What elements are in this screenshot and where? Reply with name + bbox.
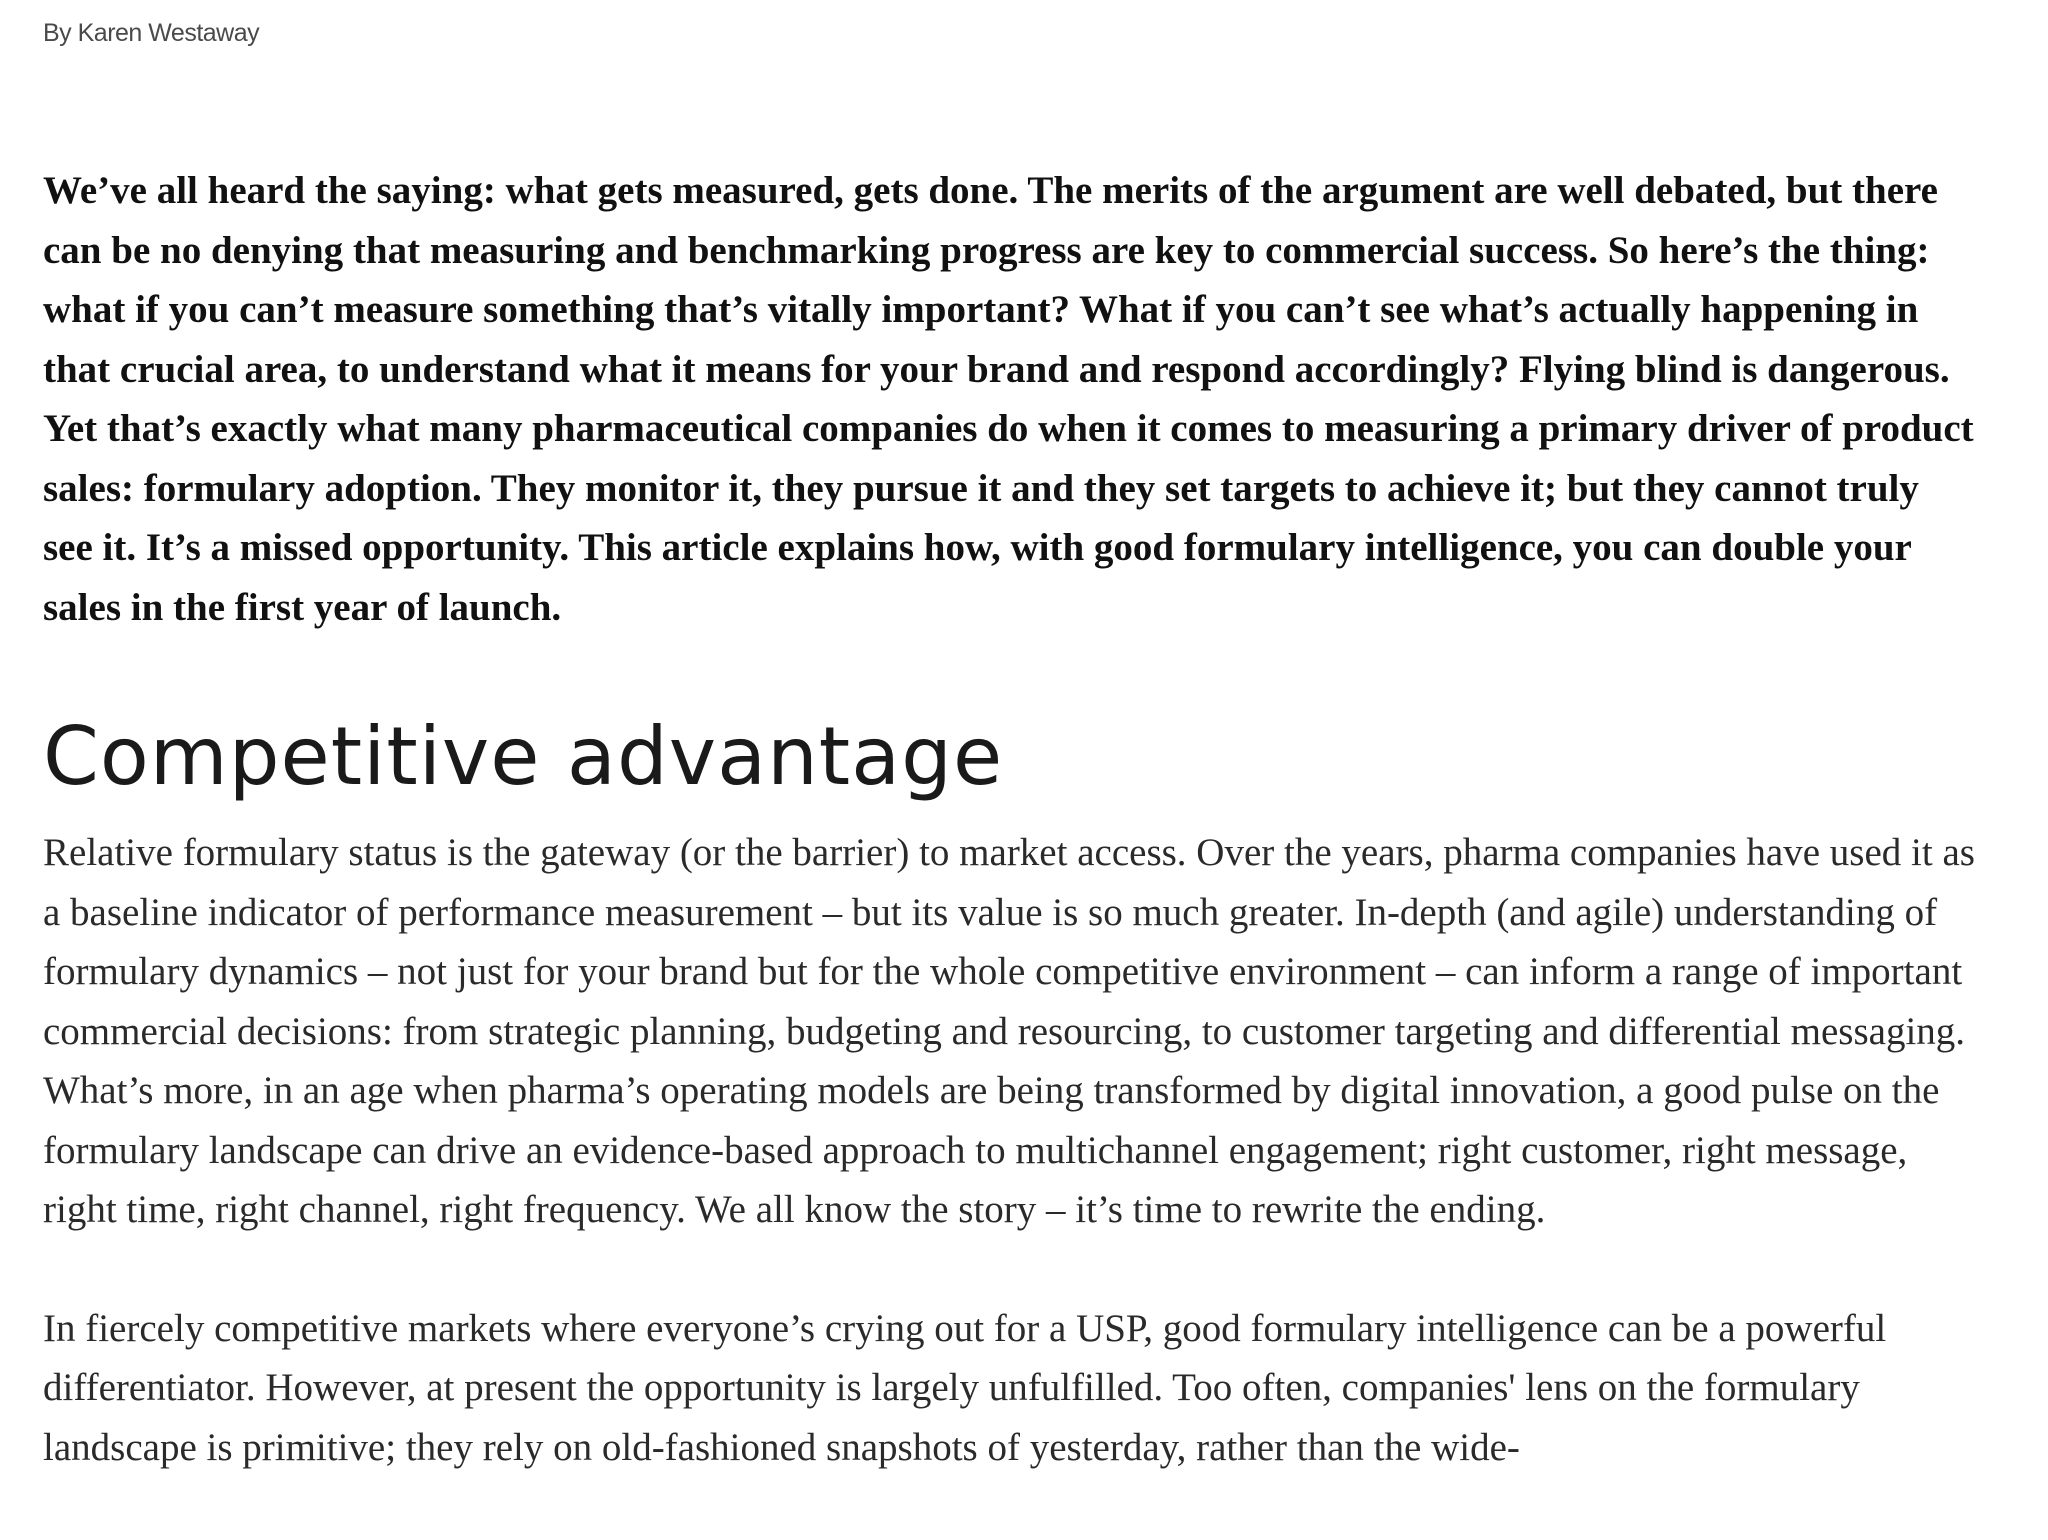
article (43, 0, 2003, 1477)
body-paragraph: Relative formulary status is the gateway (or the barrier) to market access. Over the years, pharma companies have used it as a baseline indicator of performance measurement – but its value is so much greater. In-depth (and agile) understanding of formulary dynamics – not just for your brand but for the whole competitive environment – can inform a range of important commercial decisions: from strategic planning, budgeting and resourcing, to customer targeting and differential messaging. What’s more, in an age when pharma’s operating models are being transformed by digital innovation, a good pulse on the formulary landscape can drive an evidence-based approach to multichannel engagement; right customer, right message, right time, right channel, right frequency. We all know the story – it’s time to rewrite the ending. (43, 831, 1975, 1231)
body-paragraph: In fiercely competitive markets where everyone’s crying out for a USP, good formulary intelligence can be a powerful differentiator. However, at present the opportunity is largely unfulfilled. Too often, companies' lens on the formulary landscape is primitive; they rely on old-fashioned snapshots of yesterday, rather than the wide- (43, 1306, 1887, 1469)
section-heading: Competitive advantage (43, 710, 1004, 803)
byline: By Karen Westaway (43, 19, 260, 47)
lead-paragraph: We’ve all heard the saying: what gets measured, gets done. The merits of the argument are well debated, but there can be no denying that measuring and benchmarking progress are key to commercial success. So here’s the thing: what if you can’t measure something that’s vitally important? What if you can’t see what’s actually happening in that crucial area, to understand what it means for your brand and respond accordingly? Flying blind is dangerous. Yet that’s exactly what many pharmaceutical companies do when it comes to measuring a primary driver of product sales: formulary adoption. They monitor it, they pursue it and they set targets to achieve it; but they cannot truly see it. It’s a missed opportunity. This article explains how, with good formulary intelligence, you can double your sales in the first year of launch. (43, 169, 1974, 629)
